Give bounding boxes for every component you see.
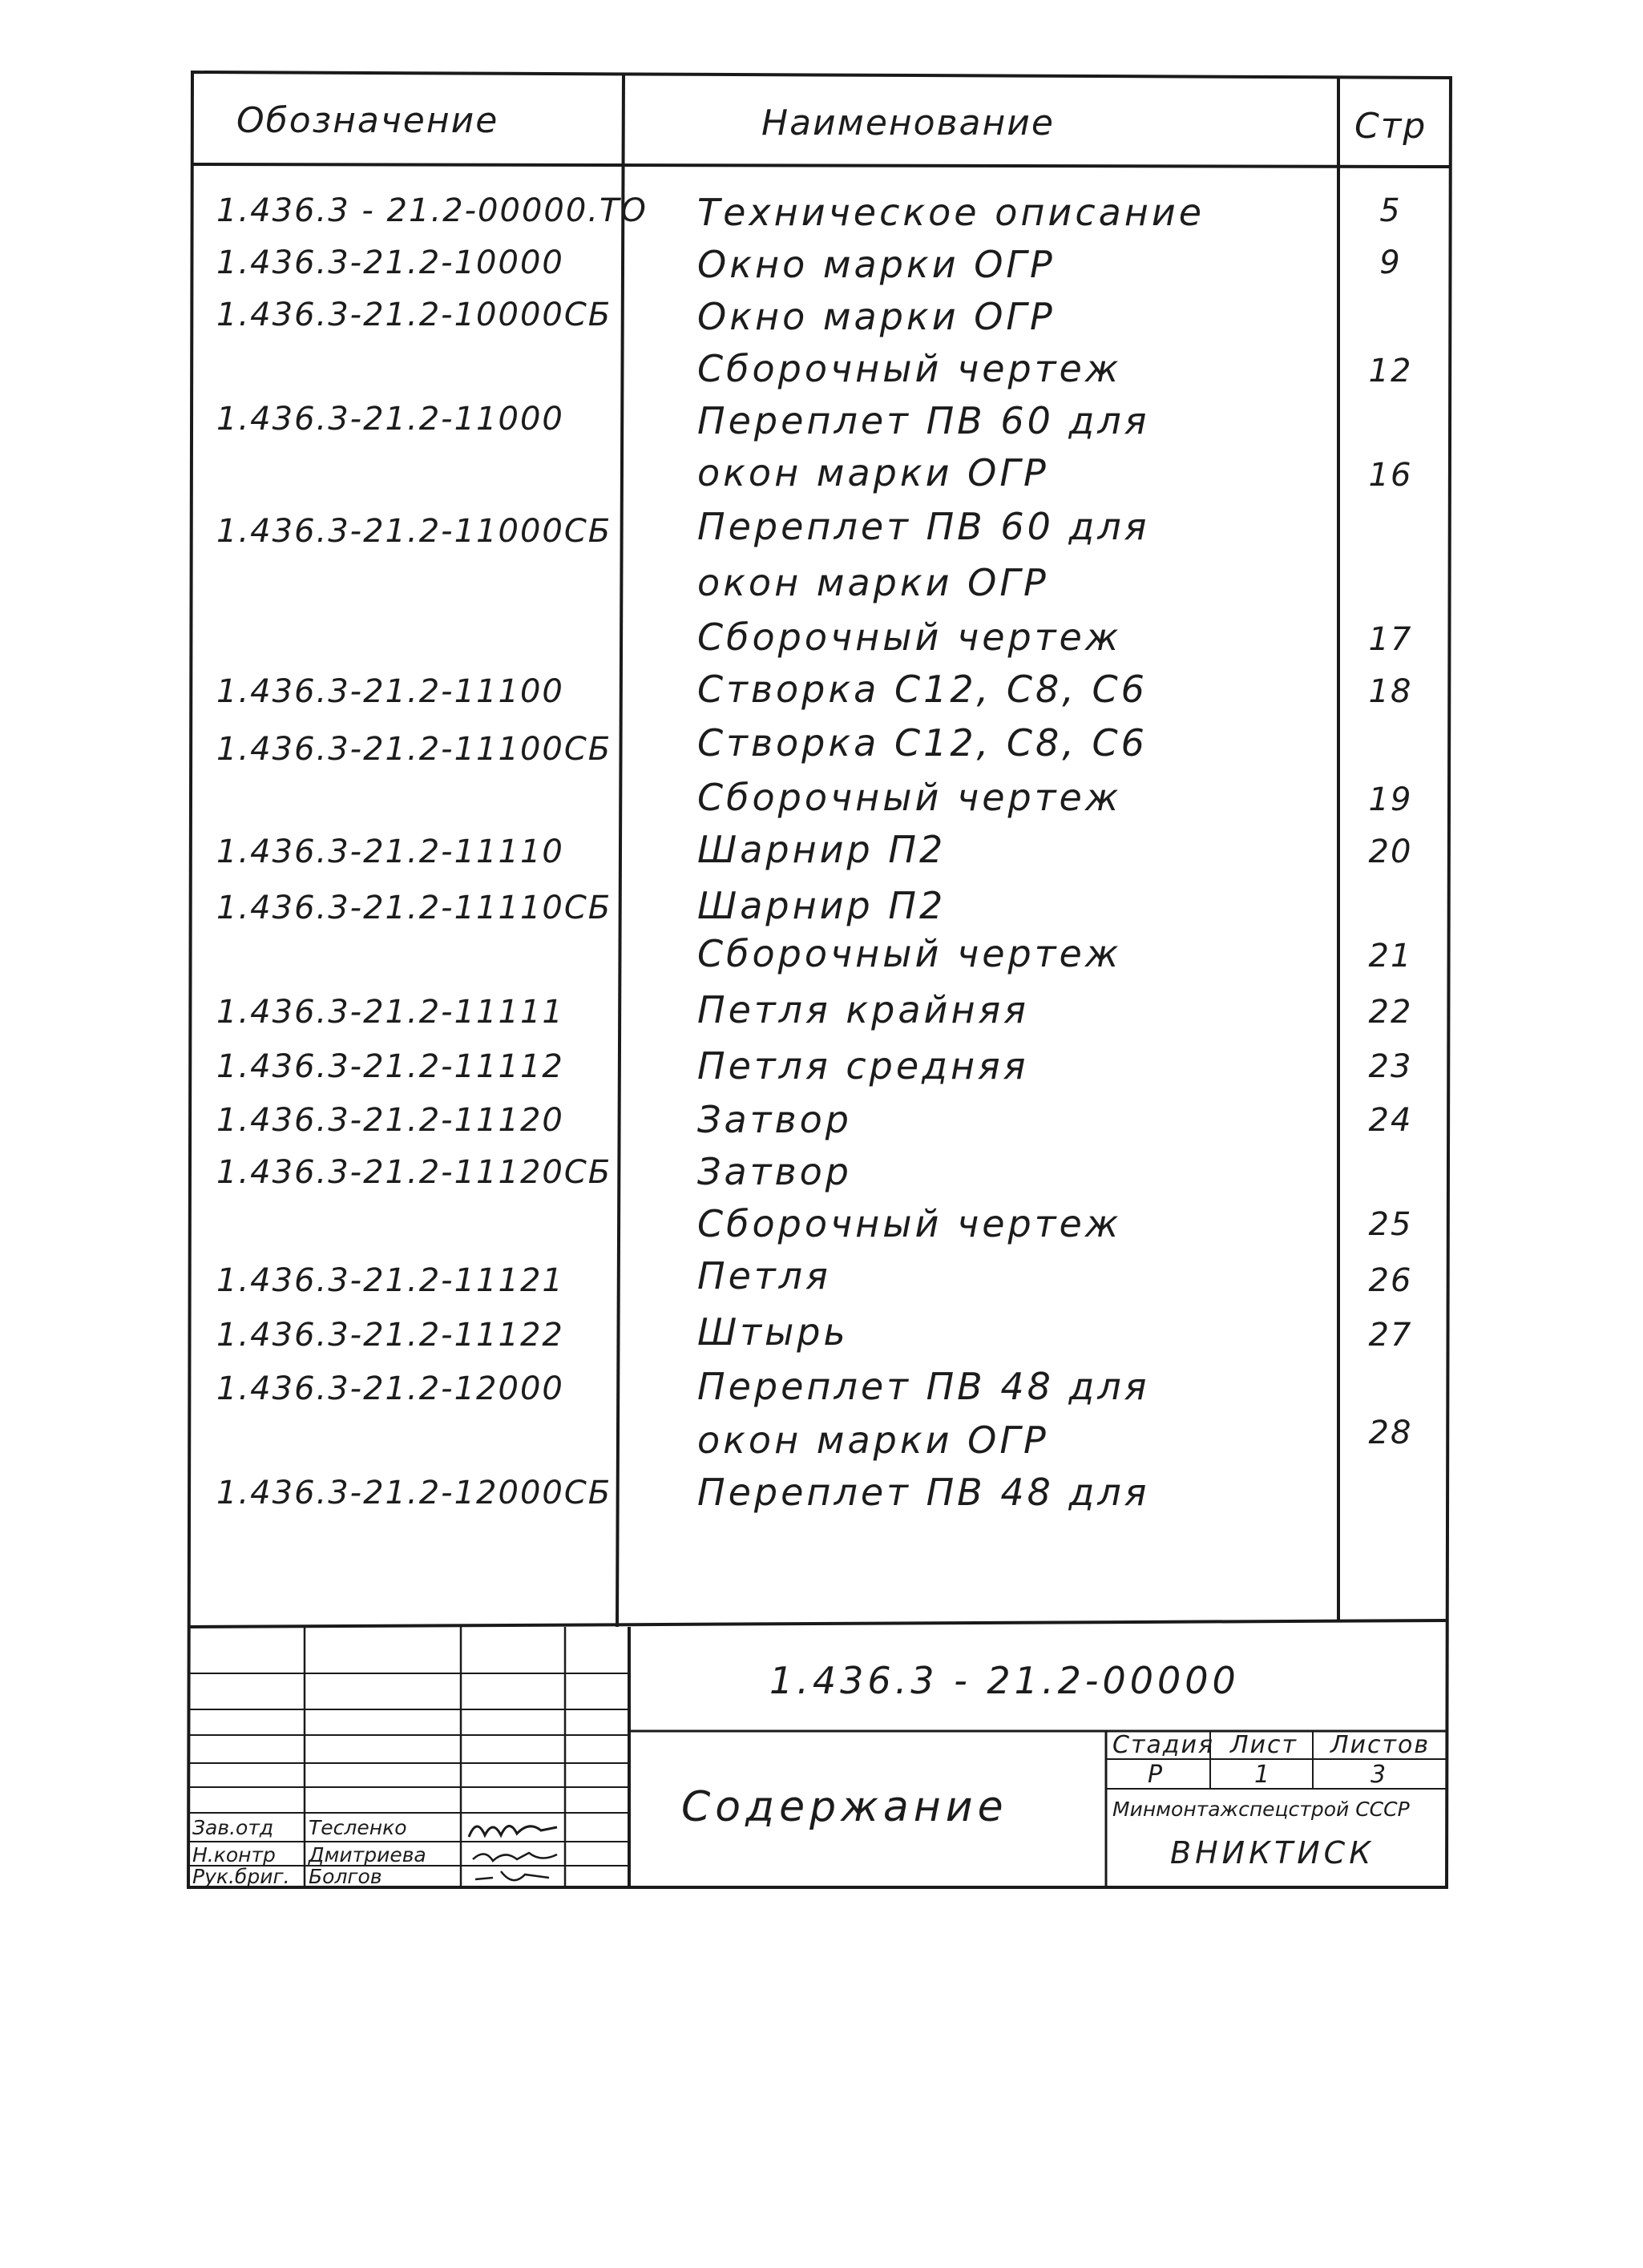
sheet-label: Лист: [1230, 1731, 1298, 1759]
sheets-value: 3: [1371, 1761, 1388, 1789]
row-page: 28: [1368, 1414, 1413, 1451]
row-name: Петля крайняя: [697, 988, 1029, 1031]
signer-name: Тесленко: [309, 1816, 407, 1839]
row-code: 1.436.3-21.2-11000: [216, 401, 564, 438]
signer-role: Н.контр: [192, 1843, 276, 1866]
row-name: Петля средняя: [697, 1044, 1029, 1088]
row-code: 1.436.3-21.2-11121: [216, 1262, 564, 1299]
row-name: окон марки ОГР: [697, 451, 1049, 494]
row-name: Сборочный чертеж: [697, 776, 1122, 819]
row-code: 1.436.3-21.2-11112: [216, 1048, 564, 1085]
stage-value: Р: [1148, 1761, 1165, 1789]
row-name: Затвор: [697, 1098, 852, 1141]
ministry: Минмонтажспецстрой СССР: [1112, 1798, 1410, 1821]
row-name: Шарнир П2: [697, 828, 947, 871]
row-code: 1.436.3-21.2-11120СБ: [216, 1154, 612, 1191]
organization: ВНИКТИСК: [1170, 1835, 1375, 1870]
signature-1: [465, 1813, 561, 1845]
row-name: окон марки ОГР: [697, 561, 1049, 604]
row-name: Сборочный чертеж: [697, 347, 1122, 390]
row-name: Окно марки ОГР: [697, 243, 1056, 286]
row-page: 12: [1368, 353, 1413, 389]
row-code: 1.436.3-21.2-11100: [216, 673, 564, 710]
row-page: 20: [1368, 833, 1413, 870]
row-page: 24: [1368, 1102, 1413, 1139]
row-name: Петля: [697, 1254, 831, 1297]
row-code: 1.436.3-21.2-12000СБ: [216, 1475, 612, 1511]
header-name: Наименование: [761, 103, 1055, 143]
row-code: 1.436.3-21.2-10000СБ: [216, 297, 612, 333]
row-code: 1.436.3-21.2-11111: [216, 994, 564, 1031]
header-page: Стр: [1354, 106, 1427, 147]
row-name: Окно марки ОГР: [697, 295, 1056, 338]
row-name: Створка С12, С8, С6: [697, 721, 1148, 765]
row-page: 19: [1368, 781, 1413, 818]
row-name: Сборочный чертеж: [697, 615, 1122, 659]
row-name: Затвор: [697, 1150, 852, 1193]
signer-name: Болгов: [309, 1865, 382, 1888]
row-page: 5: [1379, 192, 1402, 229]
signer-role: Зав.отд: [192, 1816, 274, 1839]
row-code: 1.436.3-21.2-11000СБ: [216, 513, 612, 550]
row-page: 21: [1368, 938, 1413, 975]
row-page: 17: [1368, 621, 1413, 658]
row-name: окон марки ОГР: [697, 1419, 1049, 1462]
row-page: 26: [1368, 1262, 1413, 1299]
row-code: 1.436.3-21.2-11110: [216, 833, 564, 870]
row-page: 27: [1368, 1317, 1413, 1354]
row-name: Техническое описание: [697, 191, 1205, 234]
document-title: Содержание: [681, 1783, 1008, 1831]
row-code: 1.436.3-21.2-11120: [216, 1102, 564, 1139]
signer-name: Дмитриева: [309, 1843, 426, 1866]
document-code: 1.436.3 - 21.2-00000: [769, 1659, 1240, 1702]
row-page: 22: [1368, 994, 1413, 1031]
row-name: Сборочный чертеж: [697, 1202, 1122, 1245]
sheet-value: 1: [1254, 1761, 1272, 1789]
row-code: 1.436.3-21.2-11122: [216, 1317, 564, 1354]
row-name: Переплет ПВ 60 для: [697, 399, 1150, 442]
row-name: Переплет ПВ 48 для: [697, 1365, 1150, 1408]
row-code: 1.436.3-21.2-11110СБ: [216, 890, 612, 926]
row-name: Переплет ПВ 48 для: [697, 1471, 1150, 1514]
row-page: 16: [1368, 457, 1413, 494]
row-page: 23: [1368, 1048, 1413, 1085]
header-designation: Обозначение: [236, 100, 499, 141]
stage-label: Стадия: [1112, 1731, 1215, 1759]
row-name: Штырь: [697, 1310, 849, 1354]
sheets-label: Листов: [1330, 1731, 1431, 1759]
row-code: 1.436.3-21.2-11100СБ: [216, 731, 612, 768]
row-page: 9: [1379, 244, 1402, 281]
row-code: 1.436.3-21.2-12000: [216, 1370, 564, 1407]
signature-3: [469, 1865, 565, 1889]
row-name: Створка С12, С8, С6: [697, 668, 1148, 711]
row-name: Переплет ПВ 60 для: [697, 505, 1150, 548]
row-code: 1.436.3 - 21.2-00000.ТО: [216, 192, 648, 229]
row-page: 25: [1368, 1206, 1413, 1243]
row-page: 18: [1368, 673, 1413, 710]
signer-role: Рук.бриг.: [192, 1865, 290, 1888]
row-code: 1.436.3-21.2-10000: [216, 244, 564, 281]
row-name: Шарнир П2: [697, 884, 947, 927]
row-name: Сборочный чертеж: [697, 932, 1122, 975]
